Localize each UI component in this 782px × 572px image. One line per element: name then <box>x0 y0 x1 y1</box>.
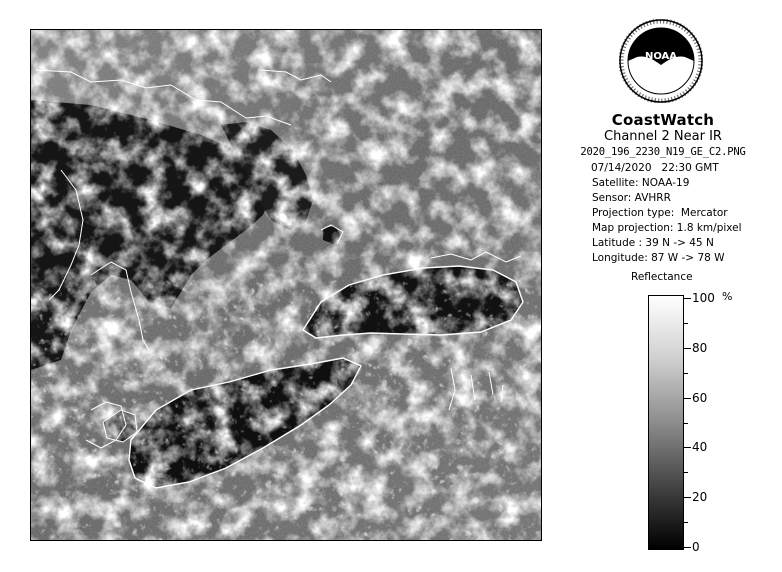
colorbar-major-tick <box>684 497 691 498</box>
colorbar-tick-label: 100 <box>692 291 715 305</box>
colorbar-minor-tick <box>684 423 688 424</box>
cumulus-field <box>31 280 542 541</box>
image-filename: 2020_196_2230_N19_GE_C2.PNG <box>580 146 746 158</box>
noaa-logo <box>619 19 703 103</box>
projection-type-info: Projection type: Mercator <box>592 207 728 219</box>
colorbar-major-tick <box>684 547 691 548</box>
colorbar-title: Reflectance <box>631 271 693 283</box>
latitude-info: Latitude : 39 N -> 45 N <box>592 237 714 249</box>
logo-text: NOAA <box>644 51 678 62</box>
colorbar-minor-tick <box>684 373 688 374</box>
map-canvas <box>31 30 542 541</box>
brand-title: CoastWatch <box>611 111 715 129</box>
colorbar-minor-tick <box>684 472 688 473</box>
longitude-info: Longitude: 87 W -> 78 W <box>592 252 725 264</box>
colorbar-tick-label: 40 <box>692 440 708 455</box>
colorbar-major-tick <box>684 348 691 349</box>
colorbar-tick-label: 60 <box>692 390 708 405</box>
reflectance-colorbar <box>648 295 684 550</box>
acquisition-datetime: 07/14/2020 22:30 GMT <box>591 162 719 174</box>
colorbar-major-tick <box>684 447 691 448</box>
colorbar-major-tick <box>684 398 691 399</box>
colorbar-major-tick <box>684 298 691 299</box>
colorbar-tick-label: 0 <box>692 540 700 554</box>
satellite-info: Satellite: NOAA-19 <box>592 177 690 189</box>
satellite-map <box>30 29 542 541</box>
colorbar-minor-tick <box>684 323 688 324</box>
colorbar-tick-label: 80 <box>692 340 708 355</box>
colorbar-unit: % <box>722 290 733 303</box>
colorbar-tick-label: 20 <box>692 490 708 505</box>
channel-label: Channel 2 Near IR <box>604 129 722 144</box>
map-projection-info: Map projection: 1.8 km/pixel <box>592 222 742 234</box>
colorbar-minor-tick <box>684 522 688 523</box>
sensor-info: Sensor: AVHRR <box>592 192 671 204</box>
